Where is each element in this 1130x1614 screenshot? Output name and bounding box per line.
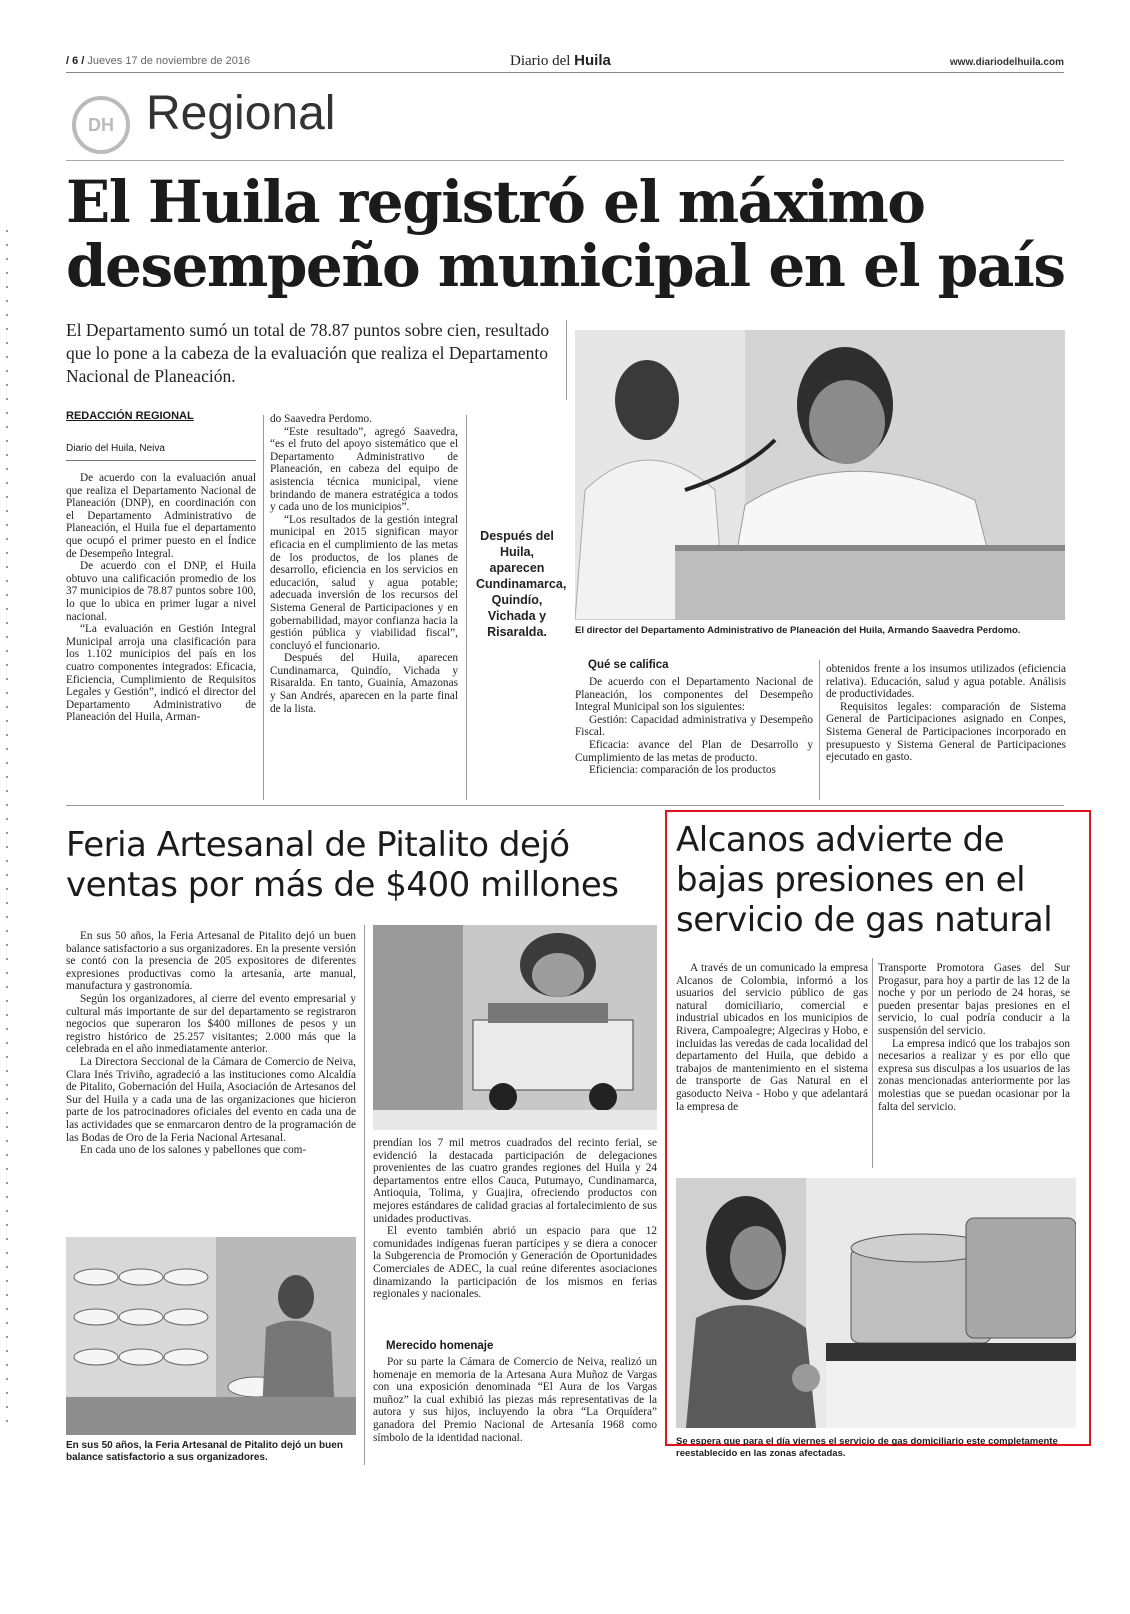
paragraph: Después del Huila, aparecen Cundinamarca, Quindío, Vichada y Risaralda. En tanto, Guainía, Amazonas y San Andrés, aparecen en la parte final de la lista. <box>270 652 458 715</box>
alcanos-photo-caption: Se espera que para el día viernes el servicio de gas domiciliario este completamente reestablecido en las zonas afectadas. <box>676 1436 1058 1459</box>
column-divider <box>364 925 365 1465</box>
alcanos-column-2 <box>878 962 1070 1113</box>
paragraph: Transporte Promotora Gases del Sur Progasur, para hoy a partir de las 12 de la noche y por un periodo de 24 horas, se pueden presentar bajas presiones en el servicio, lo cual podría conducir a la suspensión del servicio. <box>878 962 1070 1037</box>
column-divider <box>819 660 820 800</box>
paragraph: do Saavedra Perdomo. <box>270 413 372 425</box>
hats-stall-image <box>66 1237 356 1435</box>
girl-stove-image <box>676 1178 1076 1428</box>
feria-headline: Feria Artesanal de Pitalito dejó ventas por más de $400 millones <box>66 825 619 905</box>
main-column-4 <box>826 663 1066 764</box>
paragraph: Eficacia: avance del Plan de Desarrollo y Cumplimiento de las metas de producto. <box>575 738 813 764</box>
main-article-photo <box>575 330 1065 620</box>
artisan-truck-image <box>373 925 657 1130</box>
paragraph: “Este resultado”, agregó Saavedra, “es el fruto del apoyo sistemático que el Departamento Administrativo de Planeación, en cabeza del equipo de asistencia técnica municipal, viene brindando de manera estratégica a todos y cada uno de los municipios”. <box>270 425 458 514</box>
paragraph: En cada uno de los salones y pabellones que com- <box>80 1144 307 1157</box>
paragraph: La Directora Seccional de la Cámara de Comercio de Neiva, Clara Inés Triviño, agradeció a las instituciones como Alcaldía de Pitalito, Gobernación del Huila, Asociación de Artesanos del Sur del Huila y a cada una de las organizaciones que hicieron parte de los patrocinadores oficiales del evento en cada una de las actividades que se enmarcaron dentro de la programación de las Bodas de Oro de la Feria Nacional Artesanal. <box>66 1055 356 1144</box>
feria-truck-photo <box>373 925 657 1130</box>
alcanos-headline: Alcanos advierte de bajas presiones en el servicio de gas natural <box>676 820 1053 940</box>
article-separator <box>66 805 1064 806</box>
feria-hats-photo <box>66 1237 356 1435</box>
issue-date: Jueves 17 de noviembre de 2016 <box>87 55 251 67</box>
dh-logo: DH <box>72 96 130 154</box>
paragraph: Por su parte la Cámara de Comercio de Neiva, realizó un homenaje en memoria de la Artesana Aura Muñoz de Vargas con una exposición denominada “El Aura de los Vargas muñoz” la cual exhibió las piezas más representativas de la autora y sus hijos, incluyendo la obra “La Orquídera” ganadora del Premio Nacional de Artesanía 1968 como símbolo de la identidad nacional. <box>373 1356 657 1444</box>
pull-quote: Después del Huila, aparecen Cundinamarca, Quindío, Vichada y Risaralda. <box>476 529 567 639</box>
paragraph: El evento también abrió un espacio para que 12 comunidades indígenas fueran partícipes y se diera a conocer la Subgerencia de Promoción y Generación de Oportunidades Comerciales de ADEC, la cual reúne diferentes asociaciones dinamizando la participación de los mismos en ferias regionales y nacionales. <box>373 1225 657 1301</box>
column-divider <box>263 415 264 800</box>
paragraph: A través de un comunicado la empresa Alcanos de Colombia, informó a los usuarios del servicio público de gas natural domiciliario, comercial e industrial ubicados en los municipios de Rivera, Campoalegre; Algeciras y Hobo, e incluidas las veredas de cada localidad del departamento del Huila, que debido a trabajos de mantenimiento en el sistema de transporte de Gas Natural en el gasoducto Neiva - Hobo y que adelantará la empresa de <box>676 962 868 1113</box>
main-column-2 <box>270 413 458 715</box>
paragraph: prendían los 7 mil metros cuadrados del recinto ferial, se evidenció la destacada participación de delegaciones provenientes de las cuatro grandes regiones del Huila y 24 departamentos entre ellos Cauca, Putumayo, Cundinamarca, Antioquia, Tolima, y Guajira, ofreciendo productos con mejores estándares de calidad gracias al fortalecimiento de sus unidades productivas. <box>373 1137 657 1225</box>
column-divider <box>872 958 873 1168</box>
subhead-que-se-califica: Qué se califica <box>588 659 669 671</box>
paragraph: Requisitos legales: comparación de Sistema General de Participaciones asignado en Conpes, Sistema General de Participaciones incorporado en presupuesto y Sistema General de Participaciones ejecutado en gasto. <box>826 700 1066 764</box>
masthead <box>510 52 611 70</box>
paragraph: De acuerdo con el Departamento Nacional de Planeación, los componentes del Desempeño Integral Municipal son los siguientes: <box>575 676 813 714</box>
main-photo-caption: El director del Departamento Administrativo de Planeación del Huila, Armando Saavedra Perdomo. <box>575 625 1021 636</box>
feria-column-2b <box>373 1356 657 1444</box>
paragraph: Según los organizadores, al cierre del evento empresarial y cultural más importante de sur del departamento se registraron negocios que superaron los $400 millones de pesos y un registro histórico de 25.257 visitantes; 2.000 más que la celebrada en el año inmediatamente anterior. <box>66 992 356 1056</box>
paragraph: obtenidos frente a los insumos utilizados (eficiencia relativa). Educación, salud y agua potable. Análisis de productividades. <box>826 663 1066 701</box>
alcanos-kitchen-photo <box>676 1178 1076 1428</box>
column-divider <box>466 415 467 800</box>
margin-dots <box>6 230 8 1430</box>
byline-place: Diario del Huila, Neiva <box>66 443 165 454</box>
paragraph: La empresa indicó que los trabajos son necesarios a realizar y es por ello que expresa sus disculpas a los usuarios de las zonas mencionadas anteriormente por las molestias que se puedan ocasionar por la falta del servicio. <box>878 1037 1070 1113</box>
photo-two-men <box>575 330 1065 620</box>
feria-column-2 <box>373 1137 657 1301</box>
main-column-3 <box>575 676 813 777</box>
main-column-1 <box>66 472 256 724</box>
section-divider <box>66 160 1064 161</box>
subhead-merecido-homenaje: Merecido homenaje <box>386 1340 494 1352</box>
main-lead: El Departamento sumó un total de 78.87 puntos sobre cien, resultado que lo pone a la cabeza de la evaluación que realiza el Departamento Nacional de Planeación. <box>66 320 550 386</box>
masthead-bold: Huila <box>574 52 611 69</box>
website-link[interactable]: www.diariodelhuila.com <box>949 57 1064 68</box>
page-date-label <box>66 55 250 67</box>
paragraph: Gestión: Capacidad administrativa y Desempeño Fiscal. <box>575 713 813 739</box>
paragraph: “Los resultados de la gestión integral municipal en 2015 significan mayor eficacia en el cumplimiento de las metas de los productos, de los planes de desarrollo, eficiencia en los servicios en educación, salud y agua potable; adecuada inversión de los recursos del Sistema General de Participaciones y en gobernabilidad, mayor confianza hacia la gestión pública y viabilidad fiscal”, concluyó el funcionario. <box>270 513 458 652</box>
paragraph: Eficiencia: comparación de los productos <box>589 764 776 777</box>
main-headline: El Huila registró el máximo desempeño municipal en el país <box>66 168 1065 300</box>
paragraph: En sus 50 años, la Feria Artesanal de Pitalito dejó un buen balance satisfactorio a sus organizadores. En la presente versión se contó con la presencia de 205 expositores de diferentes expresiones productivas como la artesanía, arte manual, manufactura y gastronomía. <box>66 930 356 993</box>
paragraph: “La evaluación en Gestión Integral Municipal arroja una clasificación para los 1.102 municipios del país en los cuatro componentes integrados: Eficacia, Eficiencia, Cumplimiento de Requisitos Legales y Gestión”, indicó el director del Departamento Administrativo de Planeación del Huila, Arman- <box>66 623 256 724</box>
byline: REDACCIÓN REGIONAL <box>66 410 194 422</box>
paragraph: De acuerdo con la evaluación anual que realiza el Departamento Nacional de Planeación (DNP), en coordinación con el Departamento Administrativo de Planeación, el Huila fue el departamento que ocupó el primer puesto en el Índice de Desempeño Integral. <box>66 472 256 560</box>
masthead-prefix: Diario del <box>510 53 571 69</box>
header-divider <box>66 72 1064 73</box>
page-number: / 6 / <box>66 55 85 67</box>
paragraph: De acuerdo con el DNP, el Huila obtuvo una calificación promedio de los 37 municipios de 78.87 puntos sobre 100, lo que lo ubica en primer lugar a nivel nacional. <box>66 560 256 623</box>
feria-column-1 <box>66 930 356 1157</box>
lead-divider <box>566 320 567 400</box>
alcanos-column-1 <box>676 962 868 1113</box>
byline-rule <box>66 460 256 461</box>
section-title: Regional <box>146 87 336 140</box>
feria-photo-caption: En sus 50 años, la Feria Artesanal de Pitalito dejó un buen balance satisfactorio a sus organizadores. <box>66 1440 343 1463</box>
